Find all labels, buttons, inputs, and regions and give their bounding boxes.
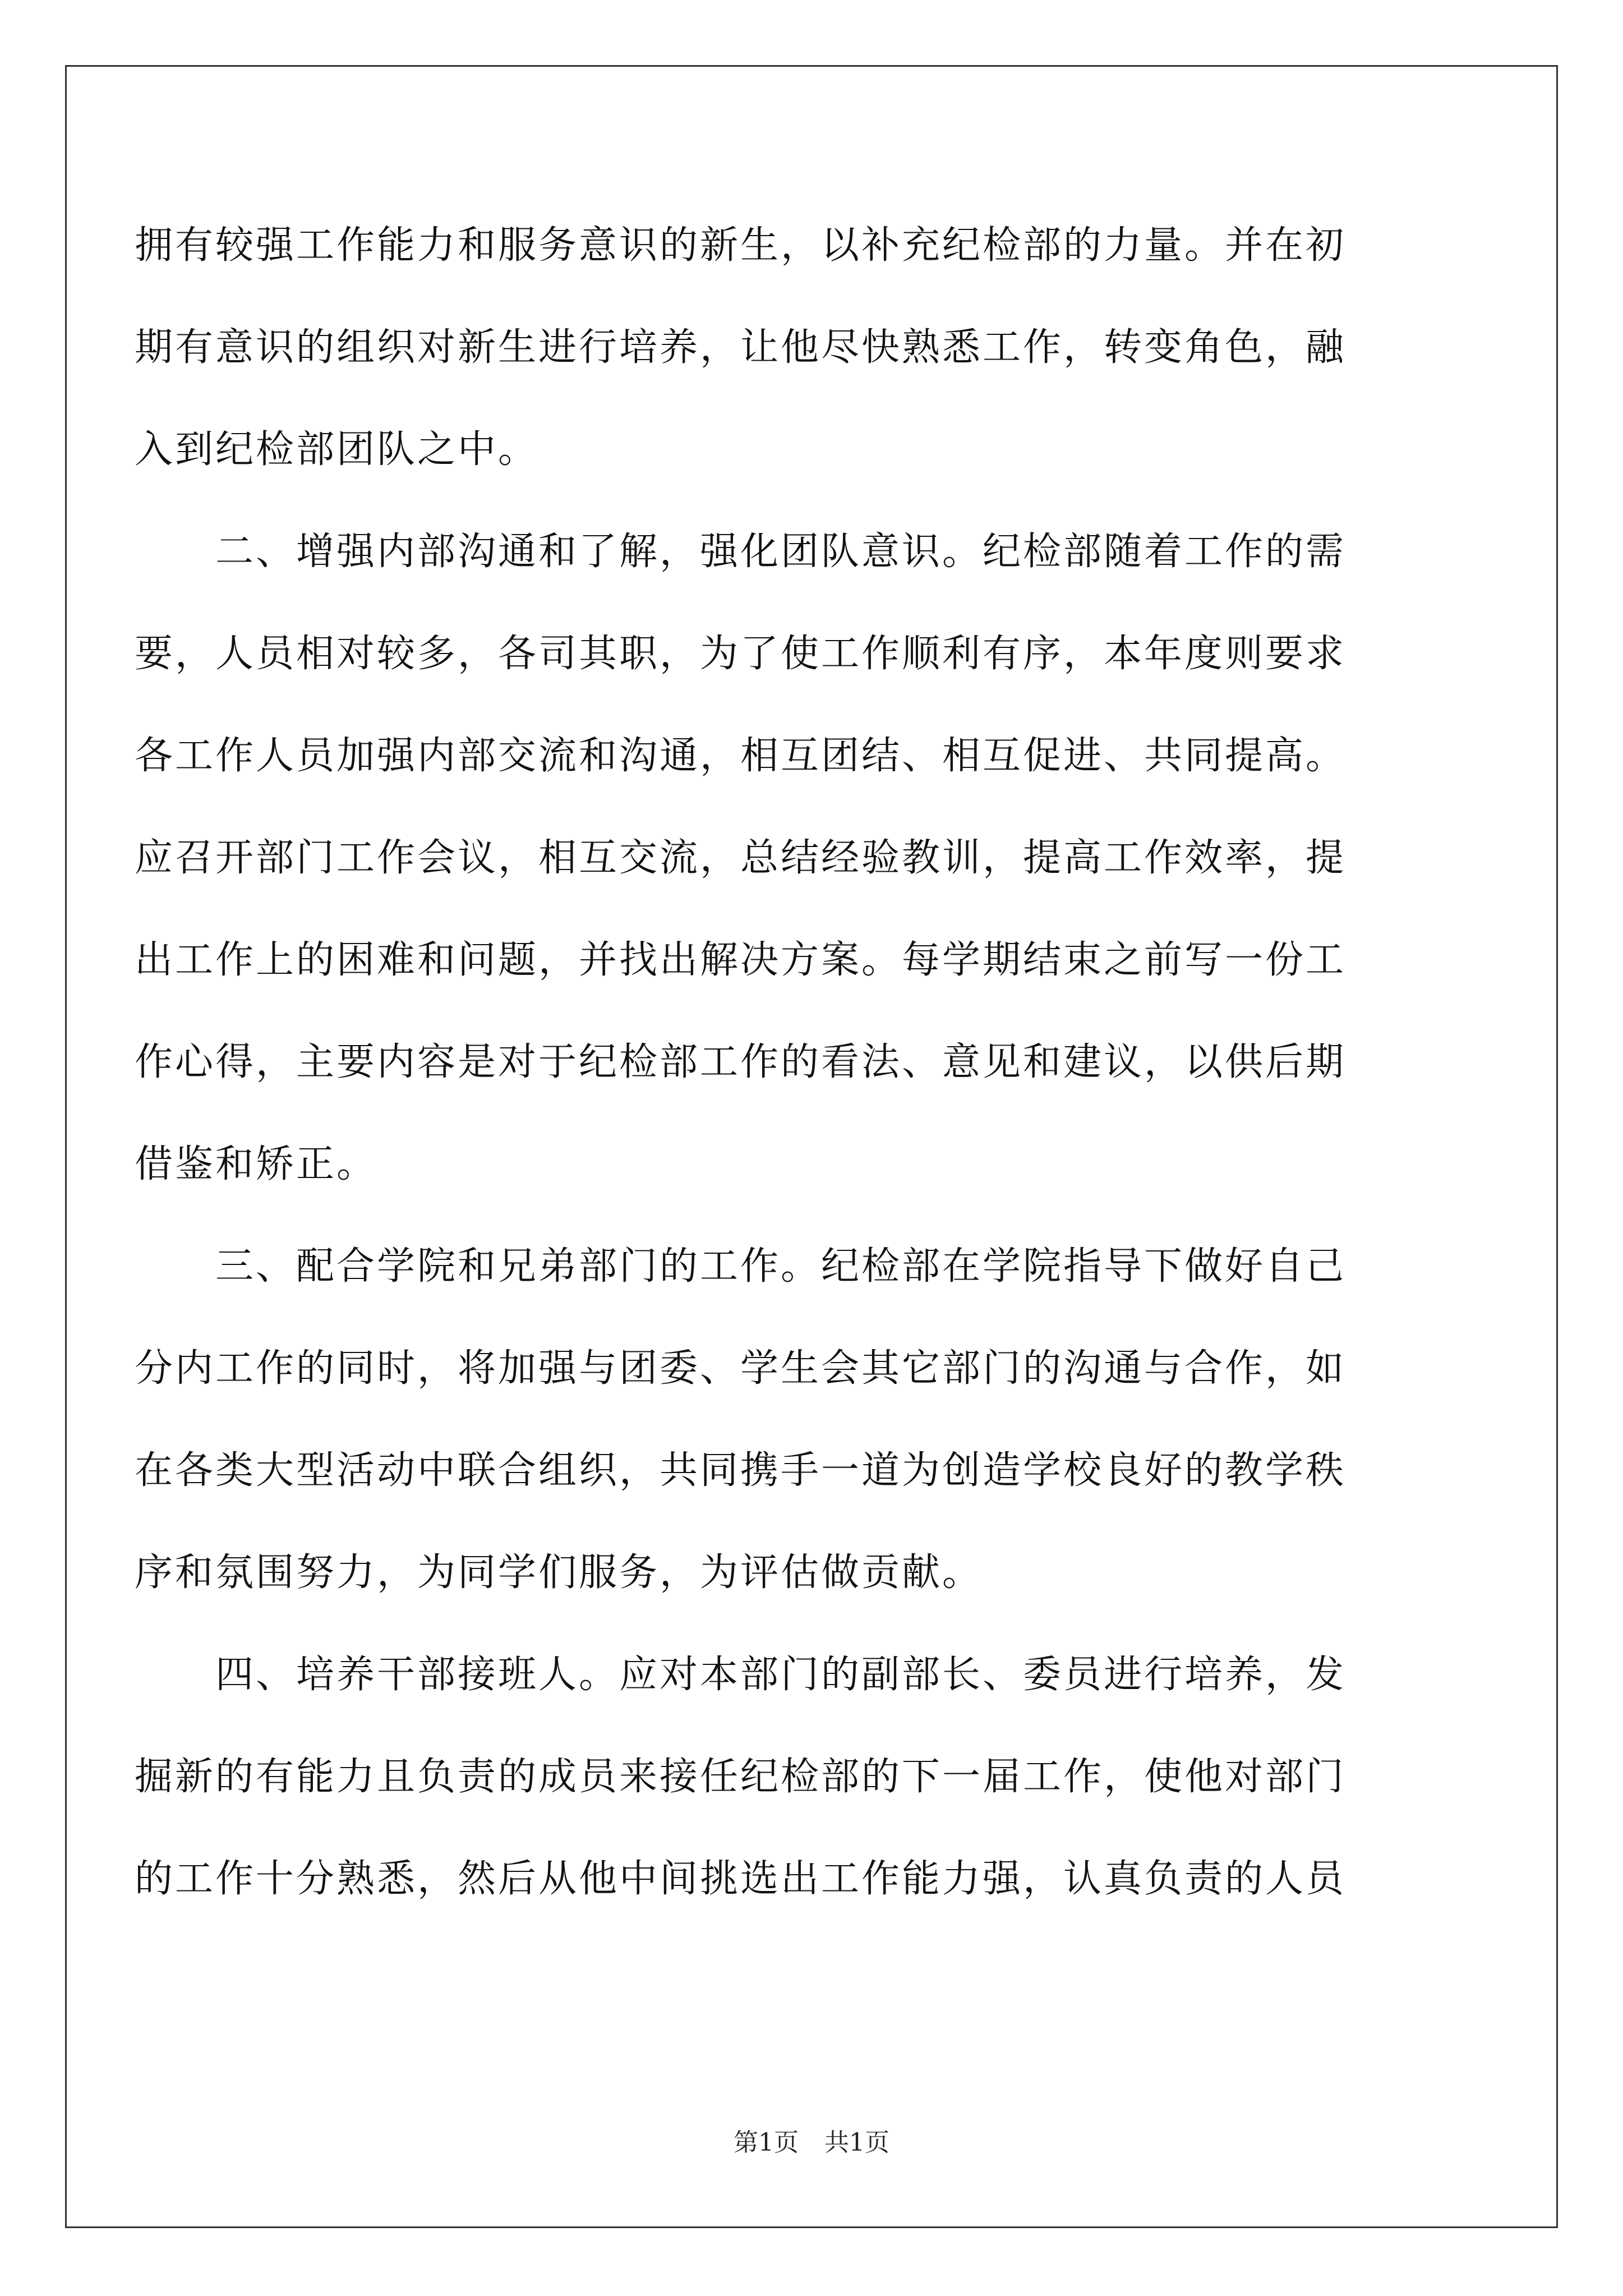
page-number-current: 第1页 bbox=[734, 2128, 799, 2157]
text-line: 的工作十分熟悉，然后从他中间挑选出工作能力强，认真负责的人员 bbox=[135, 1857, 1347, 1901]
text-line: 要，人员相对较多，各司其职，为了使工作顺利有序，本年度则要求 bbox=[135, 632, 1347, 676]
text-line: 序和氛围努力，为同学们服务，为评估做贡献。 bbox=[135, 1550, 983, 1595]
text-line: 在各类大型活动中联合组织，共同携手一道为创造学校良好的教学秩 bbox=[135, 1448, 1347, 1493]
text-line: 应召开部门工作会议，相互交流，总结经验教训，提高工作效率，提 bbox=[135, 836, 1347, 880]
page-footer bbox=[0, 2126, 1623, 2160]
text-line: 分内工作的同时，将加强与团委、学生会其它部门的沟通与合作，如 bbox=[135, 1346, 1347, 1391]
text-line: 掘新的有能力且负责的成员来接任纪检部的下一届工作，使他对部门 bbox=[135, 1755, 1347, 1799]
text-line: 出工作上的困难和问题，并找出解决方案。每学期结束之前写一份工 bbox=[135, 938, 1347, 982]
text-line: 借鉴和矫正。 bbox=[135, 1142, 377, 1186]
text-line: 拥有较强工作能力和服务意识的新生，以补充纪检部的力量。并在初 bbox=[135, 223, 1347, 268]
text-line: 三、配合学院和兄弟部门的工作。纪检部在学院指导下做好自己 bbox=[135, 1244, 1347, 1289]
text-line: 期有意识的组织对新生进行培养，让他尽快熟悉工作，转变角色，融 bbox=[135, 325, 1347, 370]
text-line: 作心得，主要内容是对于纪检部工作的看法、意见和建议，以供后期 bbox=[135, 1040, 1347, 1084]
text-line: 四、培养干部接班人。应对本部门的副部长、委员进行培养，发 bbox=[135, 1653, 1347, 1697]
text-line: 二、增强内部沟通和了解，强化团队意识。纪检部随着工作的需 bbox=[135, 530, 1347, 574]
text-line: 入到纪检部团队之中。 bbox=[135, 427, 539, 472]
text-line: 各工作人员加强内部交流和沟通，相互团结、相互促进、共同提高。 bbox=[135, 734, 1347, 778]
page-number-total: 共1页 bbox=[824, 2128, 889, 2157]
